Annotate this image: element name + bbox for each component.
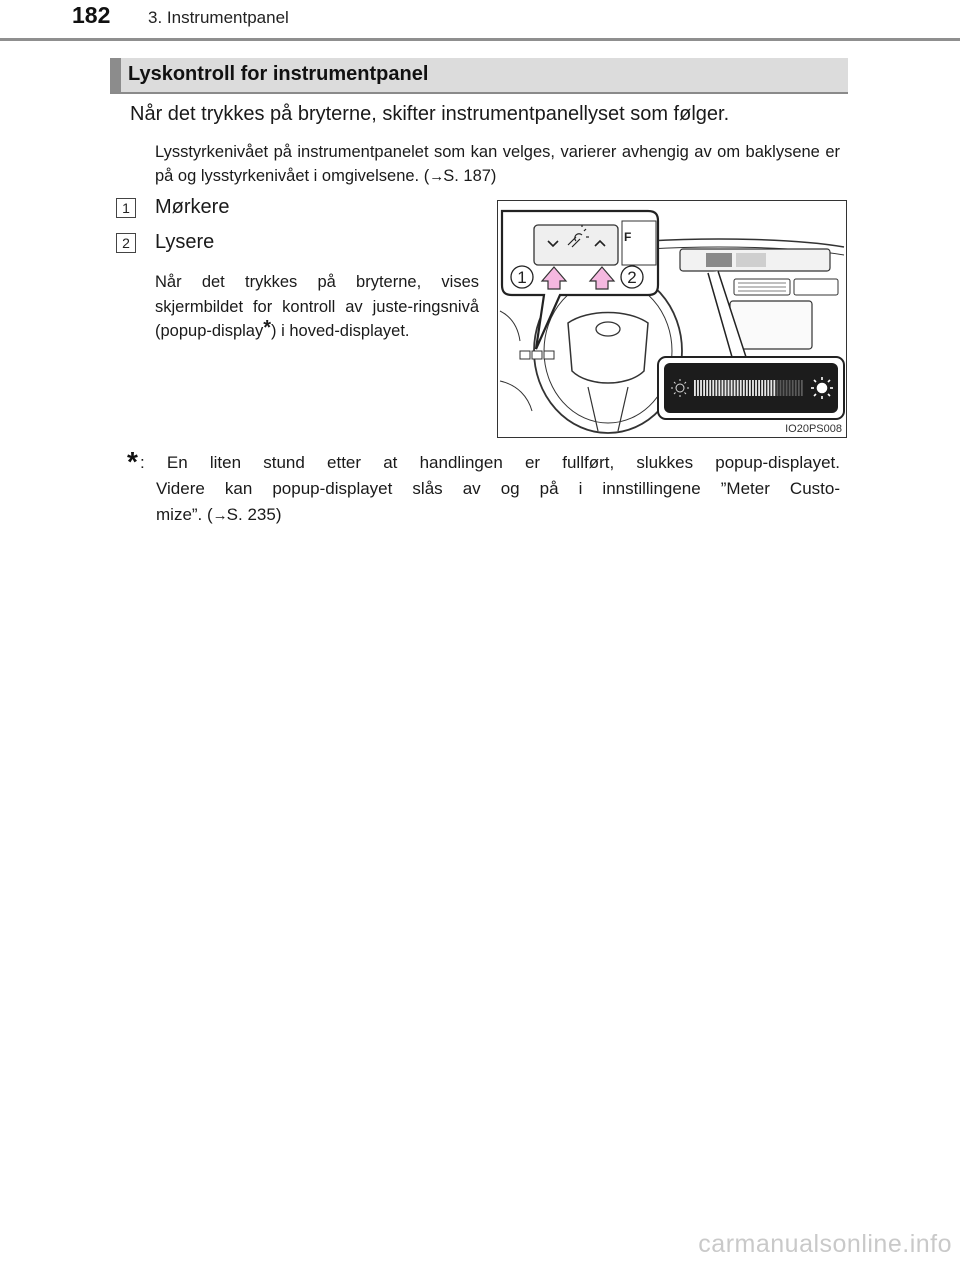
footnote-line-3 [140,502,840,529]
intro-text: Når det trykkes på bryterne, skifter instrumentpanellyset som følger. [130,103,730,125]
dashboard-illustration [497,200,847,438]
item-label: Mørkere [155,196,230,218]
brightness-segment [798,380,800,396]
brightness-segment [761,380,763,396]
brightness-segment [767,380,769,396]
brightness-segment [795,380,797,396]
callout-number-2: 2 [627,268,637,287]
footnote-reference[interactable]: S. 235) [226,505,282,524]
footnote-line-1: : En liten stund etter at handlingen er fullført, slukkes popup-displayet. [140,453,840,472]
section-accent [110,58,121,92]
chapter-title: 3. Instrumentpanel [148,8,289,27]
brightness-segment [801,380,803,396]
list-item-darker [116,196,476,222]
brightness-segment [697,380,699,396]
item-number-badge: 1 [116,198,136,218]
brightness-segment [715,380,717,396]
note-body: Lysstyrkenivået på instrumentpanelet som kan velges, varierer avhengig av om baklysene er på og lysstyrkenivået i omgivelsene. ( [155,143,840,185]
brightness-segment [703,380,705,396]
asterisk-mark: * [263,317,272,339]
description-after: ) i hoved-displayet. [271,322,410,340]
brightness-segment [722,380,724,396]
brightness-segment [746,380,748,396]
brightness-segment [749,380,751,396]
header-rule [0,38,960,41]
item-label: Lysere [155,231,215,253]
brightness-segment [780,380,782,396]
brightness-segment [764,380,766,396]
reference-arrow-icon: → [212,507,227,524]
brightness-segment [770,380,772,396]
brightness-segment [694,380,696,396]
footnote-line-3-text: mize”. ( [156,505,213,524]
footnote-line-2: Videre kan popup-displayet slås av og på i innstillingene ”Meter Custo- [156,479,840,498]
figure-letter: F [624,230,632,244]
brightness-segment [737,380,739,396]
description-text [155,270,479,344]
figure-code: IO20PS008 [785,423,842,435]
brightness-segment [773,380,775,396]
dashboard-drawing [498,201,846,437]
watermark: carmanualsonline.info [698,1230,952,1258]
brightness-segment [709,380,711,396]
section-title: Lyskontroll for instrumentpanel [128,63,429,85]
brightness-segment [777,380,779,396]
brightness-segment [712,380,714,396]
brightness-segment [725,380,727,396]
footnote-asterisk: * [127,446,138,477]
reference-arrow-icon: → [429,168,444,185]
brightness-segment [718,380,720,396]
description-before: Når det trykkes på bryterne, vises skjermbildet for kontroll av juste-ringsnivå (popup-display [155,273,479,340]
brightness-segment [786,380,788,396]
brightness-segment [700,380,702,396]
brightness-segment [734,380,736,396]
brightness-segment [789,380,791,396]
note-reference[interactable]: S. 187) [443,167,497,185]
brightness-segment [706,380,708,396]
brightness-segment [731,380,733,396]
section-header [110,58,848,94]
brightness-segment [728,380,730,396]
brightness-segment [740,380,742,396]
callout-number-1: 1 [517,268,527,287]
brightness-segment [758,380,760,396]
footnote-text [140,450,840,529]
note-text [155,140,840,189]
page-number: 182 [72,2,111,28]
item-number-badge: 2 [116,233,136,253]
list-item-brighter [116,231,476,257]
brightness-segment [743,380,745,396]
brightness-segment [783,380,785,396]
brightness-segment [752,380,754,396]
brightness-segment [792,380,794,396]
brightness-segment [755,380,757,396]
